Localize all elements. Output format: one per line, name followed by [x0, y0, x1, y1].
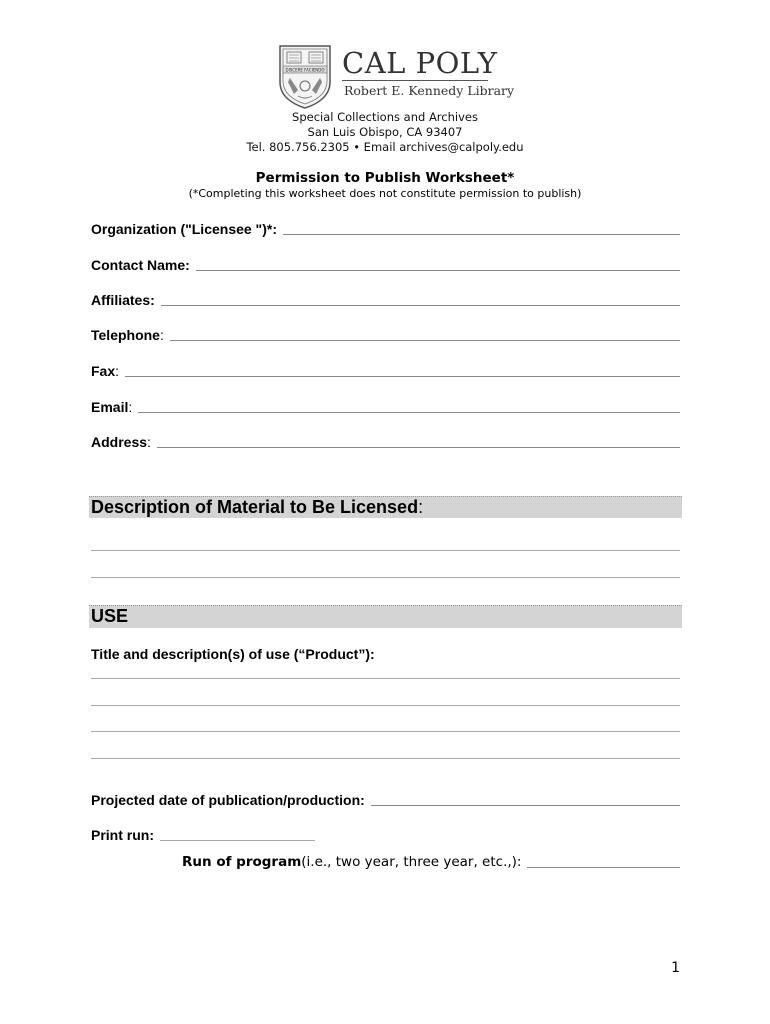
projected-date-label: Projected date of publication/production:: [91, 792, 365, 808]
address-label: Address: [91, 434, 148, 450]
worksheet-title: Permission to Publish Worksheet*: [255, 170, 515, 186]
run-of-program-hint: (i.e., two year, three year, etc.,):: [301, 854, 522, 870]
organization-colon: :: [272, 221, 277, 237]
department-name: Special Collections and Archives: [292, 110, 478, 124]
run-of-program-label: Run of program: [182, 854, 302, 870]
email-colon: :: [128, 399, 133, 415]
projected-date-input-line[interactable]: [371, 805, 680, 806]
contact-name-input-line[interactable]: [196, 270, 680, 271]
use-section-header: [89, 605, 682, 628]
contact-name-field[interactable]: [91, 253, 680, 273]
cal-poly-seal-icon: [278, 44, 332, 110]
print-run-label: Print run:: [91, 827, 154, 843]
print-run-field[interactable]: [91, 823, 321, 843]
description-input-line-2[interactable]: [91, 577, 680, 578]
worksheet-note: (*Completing this worksheet does not constitute permission to publish): [188, 187, 582, 200]
affiliates-colon: :: [150, 292, 155, 308]
email-label: Email: [91, 399, 129, 415]
email-input-line[interactable]: [138, 412, 680, 413]
svg-text:DISCERE FACIENDO: DISCERE FACIENDO: [285, 67, 325, 73]
telephone-colon: :: [159, 327, 164, 343]
product-input-line-2[interactable]: [91, 705, 680, 706]
address-colon: :: [147, 434, 151, 450]
fax-field[interactable]: [91, 359, 680, 379]
brand-name: CAL POLY: [342, 46, 498, 80]
affiliates-label: Affiliates: [91, 292, 151, 308]
organization-input-line[interactable]: [283, 234, 680, 235]
affiliates-input-line[interactable]: [161, 305, 680, 306]
description-section-header: [89, 496, 682, 518]
library-name: Robert E. Kennedy Library: [344, 83, 515, 98]
product-prompt: Title and description(s) of use (“Product”):: [91, 646, 375, 662]
brand-divider: [342, 80, 488, 81]
print-run-input-line[interactable]: [160, 840, 315, 841]
telephone-field[interactable]: [91, 323, 680, 343]
email-field[interactable]: [91, 395, 680, 415]
fax-label: Fax: [91, 363, 116, 379]
cal-poly-logo: [278, 44, 515, 114]
fax-colon: :: [115, 363, 120, 379]
contact-name-label: Contact Name: [91, 257, 186, 273]
description-section-title: Description of Material to Be Licensed:: [91, 497, 424, 517]
organization-field[interactable]: [91, 217, 680, 237]
affiliates-field[interactable]: [91, 288, 680, 308]
use-section-title: USE: [91, 606, 129, 626]
product-input-line-1[interactable]: [91, 678, 680, 679]
address-field[interactable]: [91, 430, 680, 450]
description-input-line-1[interactable]: [91, 550, 680, 551]
page-number: 1: [671, 960, 680, 976]
product-input-line-3[interactable]: [91, 731, 680, 732]
contact-name-colon: :: [185, 257, 190, 273]
product-input-line-4[interactable]: [91, 758, 680, 759]
contact-info: Tel. 805.756.2305 • Email archives@calpoly.edu: [246, 140, 524, 154]
organization-label: Organization ("Licensee ")*: [91, 221, 273, 237]
telephone-input-line[interactable]: [170, 340, 680, 341]
projected-date-field[interactable]: [91, 788, 680, 808]
telephone-label: Telephone: [91, 327, 160, 343]
run-of-program-field[interactable]: [182, 850, 680, 870]
mailing-address: San Luis Obispo, CA 93407: [307, 125, 463, 139]
run-of-program-input-line[interactable]: [527, 867, 680, 868]
address-input-line[interactable]: [157, 447, 680, 448]
fax-input-line[interactable]: [125, 376, 680, 377]
